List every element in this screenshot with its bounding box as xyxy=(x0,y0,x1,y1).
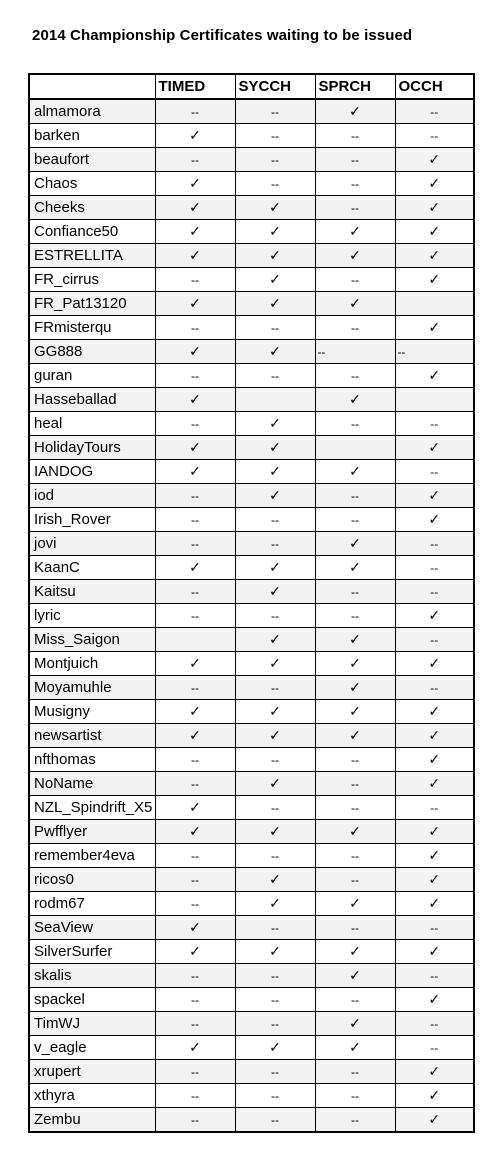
occh-cell: -- xyxy=(395,556,474,580)
timed-cell: ✓ xyxy=(155,196,235,220)
table-row xyxy=(29,1060,474,1084)
sycch-cell: ✓ xyxy=(235,436,315,460)
occh-cell: ✓ xyxy=(395,436,474,460)
table-row xyxy=(29,988,474,1012)
row-name-cell: skalis xyxy=(29,964,155,988)
timed-cell: -- xyxy=(155,892,235,916)
occh-cell: ✓ xyxy=(395,172,474,196)
page-title: 2014 Championship Certificates waiting to be issued xyxy=(32,27,413,44)
row-name-cell: guran xyxy=(29,364,155,388)
row-name-cell: FR_Pat13120 xyxy=(29,292,155,316)
table-header xyxy=(29,74,474,99)
sycch-cell: ✓ xyxy=(235,220,315,244)
row-name-cell: barken xyxy=(29,124,155,148)
occh-cell: ✓ xyxy=(395,868,474,892)
timed-cell: -- xyxy=(155,580,235,604)
sycch-cell: -- xyxy=(235,964,315,988)
table-row xyxy=(29,292,474,316)
sprch-cell: ✓ xyxy=(315,388,395,412)
table-row xyxy=(29,484,474,508)
occh-cell: ✓ xyxy=(395,1084,474,1108)
row-name-cell: NoName xyxy=(29,772,155,796)
sycch-cell: ✓ xyxy=(235,244,315,268)
sprch-cell: -- xyxy=(315,124,395,148)
occh-cell: ✓ xyxy=(395,148,474,172)
occh-cell: ✓ xyxy=(395,652,474,676)
timed-cell: ✓ xyxy=(155,700,235,724)
timed-cell: ✓ xyxy=(155,436,235,460)
header-sycch: SYCCH xyxy=(235,74,315,99)
timed-cell: -- xyxy=(155,484,235,508)
timed-cell: -- xyxy=(155,964,235,988)
row-name-cell: v_eagle xyxy=(29,1036,155,1060)
sprch-cell: ✓ xyxy=(315,964,395,988)
table-row xyxy=(29,556,474,580)
row-name-cell: KaanC xyxy=(29,556,155,580)
row-name-cell: ricos0 xyxy=(29,868,155,892)
timed-cell: -- xyxy=(155,676,235,700)
table-row xyxy=(29,316,474,340)
sycch-cell xyxy=(235,388,315,412)
sycch-cell: ✓ xyxy=(235,652,315,676)
timed-cell: -- xyxy=(155,868,235,892)
row-name-cell: FR_cirrus xyxy=(29,268,155,292)
sprch-cell: ✓ xyxy=(315,940,395,964)
table-row xyxy=(29,1084,474,1108)
table-row xyxy=(29,676,474,700)
occh-cell: -- xyxy=(395,628,474,652)
sycch-cell: -- xyxy=(235,148,315,172)
sprch-cell: ✓ xyxy=(315,1036,395,1060)
table-body xyxy=(29,99,474,1132)
certificates-table xyxy=(28,73,475,1133)
header-row xyxy=(29,74,474,99)
timed-cell: ✓ xyxy=(155,820,235,844)
header-timed: TIMED xyxy=(155,74,235,99)
timed-cell: -- xyxy=(155,364,235,388)
sprch-cell: -- xyxy=(315,364,395,388)
sycch-cell: -- xyxy=(235,604,315,628)
occh-cell: ✓ xyxy=(395,364,474,388)
row-name-cell: newsartist xyxy=(29,724,155,748)
timed-cell: -- xyxy=(155,268,235,292)
sycch-cell: ✓ xyxy=(235,940,315,964)
sprch-cell: -- xyxy=(315,1108,395,1133)
timed-cell xyxy=(155,628,235,652)
table-row xyxy=(29,220,474,244)
row-name-cell: Irish_Rover xyxy=(29,508,155,532)
occh-cell: ✓ xyxy=(395,508,474,532)
occh-cell: -- xyxy=(395,964,474,988)
sprch-cell: ✓ xyxy=(315,724,395,748)
header-sprch: SPRCH xyxy=(315,74,395,99)
row-name-cell: jovi xyxy=(29,532,155,556)
timed-cell: -- xyxy=(155,748,235,772)
row-name-cell: Kaitsu xyxy=(29,580,155,604)
table-row xyxy=(29,700,474,724)
row-name-cell: beaufort xyxy=(29,148,155,172)
header-occh: OCCH xyxy=(395,74,474,99)
sycch-cell: ✓ xyxy=(235,892,315,916)
occh-cell: -- xyxy=(395,460,474,484)
sprch-cell: -- xyxy=(315,484,395,508)
sycch-cell: ✓ xyxy=(235,484,315,508)
timed-cell: -- xyxy=(155,1012,235,1036)
sycch-cell: ✓ xyxy=(235,460,315,484)
sprch-cell: ✓ xyxy=(315,532,395,556)
header-name-column xyxy=(29,74,155,99)
sprch-cell: -- xyxy=(315,316,395,340)
timed-cell: ✓ xyxy=(155,940,235,964)
occh-cell: ✓ xyxy=(395,604,474,628)
occh-cell: -- xyxy=(395,580,474,604)
sprch-cell: -- xyxy=(315,844,395,868)
row-name-cell: Confiance50 xyxy=(29,220,155,244)
row-name-cell: heal xyxy=(29,412,155,436)
occh-cell: -- xyxy=(395,1036,474,1060)
sprch-cell: -- xyxy=(315,1084,395,1108)
sycch-cell: -- xyxy=(235,508,315,532)
sprch-cell: ✓ xyxy=(315,292,395,316)
row-name-cell: Montjuich xyxy=(29,652,155,676)
table-row xyxy=(29,1036,474,1060)
occh-cell: ✓ xyxy=(395,892,474,916)
table-row xyxy=(29,940,474,964)
timed-cell: ✓ xyxy=(155,652,235,676)
occh-cell: -- xyxy=(395,532,474,556)
table-row xyxy=(29,1012,474,1036)
timed-cell: -- xyxy=(155,772,235,796)
row-name-cell: IANDOG xyxy=(29,460,155,484)
timed-cell: -- xyxy=(155,148,235,172)
table-row xyxy=(29,604,474,628)
row-name-cell: Musigny xyxy=(29,700,155,724)
occh-cell: ✓ xyxy=(395,940,474,964)
sycch-cell: -- xyxy=(235,916,315,940)
table-row xyxy=(29,964,474,988)
table-row xyxy=(29,340,474,364)
occh-cell: -- xyxy=(395,340,474,364)
sprch-cell: ✓ xyxy=(315,99,395,124)
sprch-cell: -- xyxy=(315,868,395,892)
table-row xyxy=(29,1108,474,1133)
row-name-cell: rodm67 xyxy=(29,892,155,916)
table-row xyxy=(29,244,474,268)
row-name-cell: SeaView xyxy=(29,916,155,940)
occh-cell: -- xyxy=(395,1012,474,1036)
sprch-cell: ✓ xyxy=(315,628,395,652)
table-row xyxy=(29,892,474,916)
occh-cell: ✓ xyxy=(395,844,474,868)
sprch-cell: -- xyxy=(315,796,395,820)
timed-cell: ✓ xyxy=(155,1036,235,1060)
row-name-cell: lyric xyxy=(29,604,155,628)
table-row xyxy=(29,508,474,532)
timed-cell: -- xyxy=(155,412,235,436)
sycch-cell: -- xyxy=(235,316,315,340)
sprch-cell: ✓ xyxy=(315,652,395,676)
sycch-cell: ✓ xyxy=(235,868,315,892)
occh-cell xyxy=(395,388,474,412)
timed-cell: ✓ xyxy=(155,916,235,940)
timed-cell: ✓ xyxy=(155,172,235,196)
timed-cell: -- xyxy=(155,316,235,340)
sycch-cell: ✓ xyxy=(235,340,315,364)
sprch-cell: -- xyxy=(315,988,395,1012)
row-name-cell: HolidayTours xyxy=(29,436,155,460)
row-name-cell: Hasseballad xyxy=(29,388,155,412)
sycch-cell: ✓ xyxy=(235,292,315,316)
occh-cell: -- xyxy=(395,99,474,124)
timed-cell: ✓ xyxy=(155,292,235,316)
sycch-cell: -- xyxy=(235,1108,315,1133)
occh-cell: ✓ xyxy=(395,484,474,508)
timed-cell: -- xyxy=(155,1108,235,1133)
sprch-cell: -- xyxy=(315,340,395,364)
sprch-cell: -- xyxy=(315,748,395,772)
sycch-cell: ✓ xyxy=(235,1036,315,1060)
table-row xyxy=(29,460,474,484)
sprch-cell: ✓ xyxy=(315,892,395,916)
table-row xyxy=(29,844,474,868)
row-name-cell: Miss_Saigon xyxy=(29,628,155,652)
row-name-cell: SilverSurfer xyxy=(29,940,155,964)
table-row xyxy=(29,436,474,460)
sprch-cell: ✓ xyxy=(315,700,395,724)
sprch-cell: ✓ xyxy=(315,460,395,484)
sycch-cell: -- xyxy=(235,1060,315,1084)
sycch-cell: -- xyxy=(235,748,315,772)
timed-cell: ✓ xyxy=(155,244,235,268)
occh-cell: -- xyxy=(395,412,474,436)
row-name-cell: remember4eva xyxy=(29,844,155,868)
timed-cell: -- xyxy=(155,532,235,556)
table-row xyxy=(29,652,474,676)
sycch-cell: -- xyxy=(235,844,315,868)
timed-cell: ✓ xyxy=(155,724,235,748)
table-row xyxy=(29,628,474,652)
timed-cell: ✓ xyxy=(155,124,235,148)
sycch-cell: ✓ xyxy=(235,580,315,604)
occh-cell: ✓ xyxy=(395,268,474,292)
table-row xyxy=(29,268,474,292)
sprch-cell: ✓ xyxy=(315,676,395,700)
timed-cell: -- xyxy=(155,508,235,532)
row-name-cell: xthyra xyxy=(29,1084,155,1108)
row-name-cell: FRmisterqu xyxy=(29,316,155,340)
sycch-cell: ✓ xyxy=(235,268,315,292)
row-name-cell: GG888 xyxy=(29,340,155,364)
table-row xyxy=(29,172,474,196)
row-name-cell: NZL_Spindrift_X5 xyxy=(29,796,155,820)
occh-cell: ✓ xyxy=(395,244,474,268)
occh-cell: ✓ xyxy=(395,220,474,244)
table-row xyxy=(29,796,474,820)
table-row xyxy=(29,868,474,892)
sycch-cell: ✓ xyxy=(235,724,315,748)
table-row xyxy=(29,724,474,748)
occh-cell: -- xyxy=(395,124,474,148)
sprch-cell: -- xyxy=(315,580,395,604)
timed-cell: -- xyxy=(155,1060,235,1084)
sycch-cell: -- xyxy=(235,676,315,700)
sycch-cell: ✓ xyxy=(235,196,315,220)
occh-cell: ✓ xyxy=(395,988,474,1012)
occh-cell: ✓ xyxy=(395,820,474,844)
occh-cell: ✓ xyxy=(395,700,474,724)
table-row xyxy=(29,124,474,148)
row-name-cell: TimWJ xyxy=(29,1012,155,1036)
occh-cell: ✓ xyxy=(395,724,474,748)
timed-cell: ✓ xyxy=(155,340,235,364)
sycch-cell: -- xyxy=(235,364,315,388)
table-row xyxy=(29,99,474,124)
sycch-cell: -- xyxy=(235,1012,315,1036)
sycch-cell: -- xyxy=(235,796,315,820)
occh-cell: -- xyxy=(395,676,474,700)
row-name-cell: Chaos xyxy=(29,172,155,196)
sprch-cell: -- xyxy=(315,508,395,532)
timed-cell: ✓ xyxy=(155,796,235,820)
sprch-cell: -- xyxy=(315,172,395,196)
row-name-cell: spackel xyxy=(29,988,155,1012)
table-row xyxy=(29,820,474,844)
table-row xyxy=(29,916,474,940)
occh-cell: ✓ xyxy=(395,1060,474,1084)
row-name-cell: Moyamuhle xyxy=(29,676,155,700)
timed-cell: -- xyxy=(155,844,235,868)
sprch-cell: ✓ xyxy=(315,244,395,268)
sprch-cell: -- xyxy=(315,916,395,940)
sycch-cell: ✓ xyxy=(235,556,315,580)
timed-cell: -- xyxy=(155,99,235,124)
table-row xyxy=(29,748,474,772)
sprch-cell: ✓ xyxy=(315,556,395,580)
sprch-cell: -- xyxy=(315,1060,395,1084)
occh-cell: ✓ xyxy=(395,772,474,796)
timed-cell: -- xyxy=(155,1084,235,1108)
row-name-cell: Pwfflyer xyxy=(29,820,155,844)
occh-cell: ✓ xyxy=(395,196,474,220)
row-name-cell: iod xyxy=(29,484,155,508)
sycch-cell: ✓ xyxy=(235,628,315,652)
timed-cell: ✓ xyxy=(155,220,235,244)
sycch-cell: ✓ xyxy=(235,412,315,436)
timed-cell: ✓ xyxy=(155,460,235,484)
occh-cell: -- xyxy=(395,796,474,820)
table-row xyxy=(29,772,474,796)
sprch-cell: -- xyxy=(315,268,395,292)
row-name-cell: Cheeks xyxy=(29,196,155,220)
occh-cell: -- xyxy=(395,916,474,940)
table-row xyxy=(29,196,474,220)
sycch-cell: -- xyxy=(235,1084,315,1108)
sprch-cell: ✓ xyxy=(315,220,395,244)
table-row xyxy=(29,580,474,604)
row-name-cell: ESTRELLITA xyxy=(29,244,155,268)
sprch-cell: -- xyxy=(315,196,395,220)
sprch-cell: -- xyxy=(315,412,395,436)
sprch-cell: ✓ xyxy=(315,1012,395,1036)
table-row xyxy=(29,364,474,388)
row-name-cell: xrupert xyxy=(29,1060,155,1084)
sprch-cell xyxy=(315,436,395,460)
row-name-cell: almamora xyxy=(29,99,155,124)
sycch-cell: -- xyxy=(235,532,315,556)
table-row xyxy=(29,148,474,172)
occh-cell xyxy=(395,292,474,316)
occh-cell: ✓ xyxy=(395,316,474,340)
timed-cell: -- xyxy=(155,604,235,628)
sycch-cell: ✓ xyxy=(235,820,315,844)
timed-cell: -- xyxy=(155,988,235,1012)
table-row xyxy=(29,388,474,412)
timed-cell: ✓ xyxy=(155,388,235,412)
sprch-cell: -- xyxy=(315,148,395,172)
row-name-cell: nfthomas xyxy=(29,748,155,772)
table-row xyxy=(29,532,474,556)
sprch-cell: -- xyxy=(315,772,395,796)
sycch-cell: -- xyxy=(235,124,315,148)
occh-cell: ✓ xyxy=(395,1108,474,1133)
sprch-cell: -- xyxy=(315,604,395,628)
sprch-cell: ✓ xyxy=(315,820,395,844)
sycch-cell: ✓ xyxy=(235,772,315,796)
sycch-cell: ✓ xyxy=(235,700,315,724)
occh-cell: ✓ xyxy=(395,748,474,772)
sycch-cell: -- xyxy=(235,99,315,124)
timed-cell: ✓ xyxy=(155,556,235,580)
sycch-cell: -- xyxy=(235,172,315,196)
table-row xyxy=(29,412,474,436)
row-name-cell: Zembu xyxy=(29,1108,155,1133)
sycch-cell: -- xyxy=(235,988,315,1012)
